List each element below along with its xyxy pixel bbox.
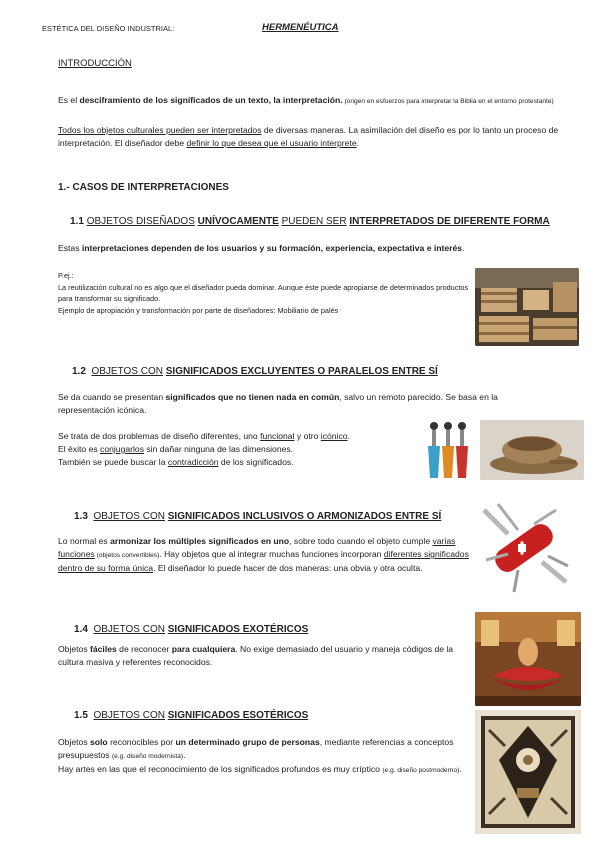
- intro-paragraph-2: Todos los objetos culturales pueden ser interpretados de diversas maneras. La asimilación del diseño es por lo tanto un proceso de interpretación. El diseñador debe definir lo que desea que el usuario interprete.: [58, 125, 559, 148]
- subsection-1-2-title: 1.2 OBJETOS CON SIGNIFICADOS EXCLUYENTES O PARALELOS ENTRE SÍ: [72, 366, 438, 377]
- subsection-1-1-paragraph: Estas interpretaciones dependen de los usuarios y su formación, experiencia, expectativa e interés.: [58, 243, 465, 253]
- intro-paragraph-1: Es el desciframiento de los significados de un texto, la interpretación. (origen en esfuerzos para interpretar la Biblia en el entorno protestante): [58, 95, 554, 105]
- header-subject: ESTÉTICA DEL DISEÑO INDUSTRIAL:: [42, 24, 175, 33]
- fur-teacup-image: [480, 420, 584, 480]
- ornate-carpet-image: [475, 710, 581, 834]
- subsection-1-4-paragraph: Objetos fáciles de reconocer para cualquiera. No exige demasiado del usuario y maneja códigos de la cultura masiva y referentes reconocidos.: [58, 644, 454, 667]
- subsection-1-2-paragraph-2: Se trata de dos problemas de diseño diferentes, uno funcional y otro icónico. El éxito es conjugarlos sin dañar ninguna de las dimensiones. También se puede buscar la contradicción de los significados.: [58, 431, 350, 467]
- subsection-1-3-title: 1.3 OBJETOS CON SIGNIFICADOS INCLUSIVOS O ARMONIZADOS ENTRE SÍ: [74, 511, 442, 522]
- pallet-furniture-image: [475, 268, 579, 346]
- swiss-army-knife-image: [478, 500, 572, 596]
- section-title: 1.- CASOS DE INTERPRETACIONES: [58, 182, 229, 193]
- document-title: HERMENÉUTICA: [262, 22, 339, 33]
- intro-heading: INTRODUCCIÓN: [58, 58, 132, 69]
- subsection-1-5-paragraph-1: Objetos solo reconocibles por un determinado grupo de personas, mediante referencias a conceptos presupuestos (e.g. diseño modernista).: [58, 737, 454, 760]
- corkscrew-figures-image: [420, 418, 476, 482]
- subsection-1-5-paragraph-2: Hay artes en las que el reconocimiento de los significados profundos es muy críptico (e.g. diseño postmoderno).: [58, 764, 462, 774]
- subsection-1-4-title: 1.4 OBJETOS CON SIGNIFICADOS EXOTÉRICOS: [74, 624, 309, 635]
- subsection-1-1-example: P.ej.: La reutilización cultural no es algo que el diseñador pueda dominar. Aunque éste puede apropiarse de determinados productos para transformar su significado. Ejemplo de apropiación y transformación por parte de diseñadores: Mobiliario de palés: [58, 271, 469, 315]
- subsection-1-5-title: 1.5 OBJETOS CON SIGNIFICADOS ESOTÉRICOS: [74, 710, 309, 721]
- mae-west-lips-sofa-image: [475, 612, 581, 706]
- subsection-1-3-paragraph: Lo normal es armonizar los múltiples significados en uno, sobre todo cuando el objeto cumple varias funciones (objetos convertibles). Hay objetos que al integrar muchas funciones incorporan diferentes significados dentro de su forma única. El diseñador lo puede hacer de dos maneras: una obvia y otra oculta.: [58, 536, 469, 573]
- subsection-1-1-title: 1.1 OBJETOS DISEÑADOS UNÍVOCAMENTE PUEDEN SER INTERPRETADOS DE DIFERENTE FORMA: [70, 216, 550, 227]
- subsection-1-2-paragraph-1: Se da cuando se presentan significados que no tienen nada en común, salvo un remoto parecido. Se basa en la representación icónica.: [58, 392, 498, 415]
